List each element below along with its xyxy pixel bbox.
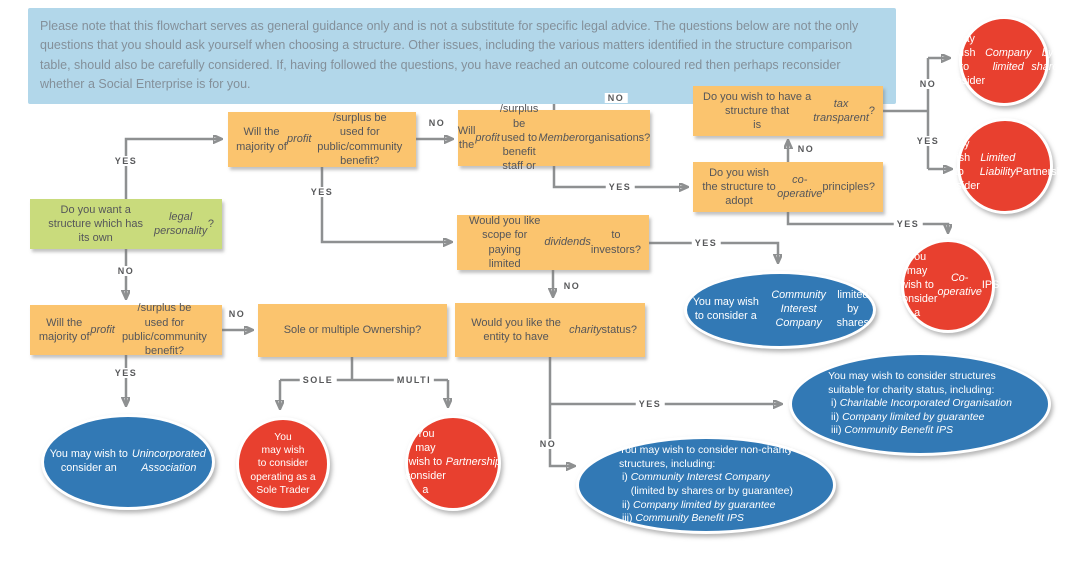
edge-label-yes-start-top: YES [112, 156, 141, 166]
outcome-non-charity-structures-text: You may wish to consider non-charity structures, including: i) Community Interest Company (limited by shares or by guarantee) ii) Company limited by guarantee iii) Community Benefit IPS [619, 444, 793, 525]
edge-label-no-staff: NO [605, 93, 628, 103]
outcome-cic-limited-by-shares: You may wish to consider a Community Interest Company limited by shares [684, 271, 876, 349]
question-charity-status: Would you like the entity to have charity status? [455, 303, 645, 357]
question-tax-transparent: Do you wish to have a structure that is tax transparent ? [693, 86, 883, 136]
edge-label-yes-profit-top: YES [308, 187, 337, 197]
edge-label-no-coop: NO [795, 144, 818, 154]
question-legal-personality: Do you want a structure which has its own legal personality ? [30, 199, 222, 249]
outcome-partnership: You may wish to consider a Partnership [405, 415, 501, 511]
edge-charity-no [550, 357, 573, 466]
question-majority-profit-top: Will the majority of profit /surplus be used for public/community benefit? [228, 112, 416, 167]
outcome-unincorporated-association: You may wish to consider an Unincorporated Association [41, 414, 215, 510]
edge-label-yes-profit-bottom: YES [112, 368, 141, 378]
question-dividends: Would you like scope for paying limited dividends to investors? [457, 215, 649, 270]
outcome-non-charity-structures [576, 436, 836, 534]
edge-label-yes-charity: YES [636, 399, 665, 409]
edge-label-sole: SOLE [300, 375, 337, 385]
outcome-company-limited-by-shares: You may wish to consider a Company limited by shares [959, 16, 1049, 106]
disclaimer-note: Please note that this flowchart serves as general guidance only and is not a substitute for specific legal advice. The questions below are not the only questions that you should ask yourself when choosing a structure. Other issues, including the various matters identified in the structure comparison table, should also be carefully considered. If, having followed the questions, you have reached an outcome coloured red then perhaps reconsider whether a Social Enterprise is for you. [28, 8, 896, 104]
question-benefit-staff: Will the profit /surplus be used to benefit staff or Member organisations? [457, 103, 651, 173]
outcome-cooperative-ips: You may wish to consider a Co-operative IPS [901, 239, 995, 333]
edge-label-no-profit-top: NO [426, 118, 449, 128]
edge-label-no-dividends: NO [561, 281, 584, 291]
edge-profit-top-yes [322, 167, 450, 242]
outcome-charity-structures [789, 352, 1051, 456]
outcome-sole-trader: You may wish to consider operating as a Sole Trader [236, 417, 330, 511]
edge-label-yes-dividends: YES [692, 238, 721, 248]
outcome-limited-liability-partnership: You may wish to consider a Limited Liability Partnership [957, 118, 1053, 214]
edge-label-yes-staff: YES [606, 182, 635, 192]
edge-start-to-profit-top [126, 139, 220, 199]
question-ownership: Sole or multiple Ownership? [258, 304, 447, 357]
edge-label-yes-coop: YES [894, 219, 923, 229]
edge-label-multi: MULTI [394, 375, 434, 385]
edge-label-no-tax: NO [917, 79, 940, 89]
outcome-charity-structures-text: You may wish to consider structures suitable for charity status, including: i) Charitable Incorporated Organisation ii) Company limited by guarantee iii) Community Benefit IPS [828, 369, 1012, 437]
edge-label-yes-tax: YES [914, 136, 943, 146]
question-cooperative: Do you wish the structure to adopt co-operative principles? [693, 162, 883, 212]
edge-label-no-start: NO [115, 266, 138, 276]
edge-coop-yes [788, 212, 948, 231]
edge-label-no-profit-bottom: NO [226, 309, 249, 319]
edge-label-no-charity: NO [537, 439, 560, 449]
question-majority-profit-bottom: Will the majority of profit /surplus be used for public/community benefit? [30, 305, 222, 355]
